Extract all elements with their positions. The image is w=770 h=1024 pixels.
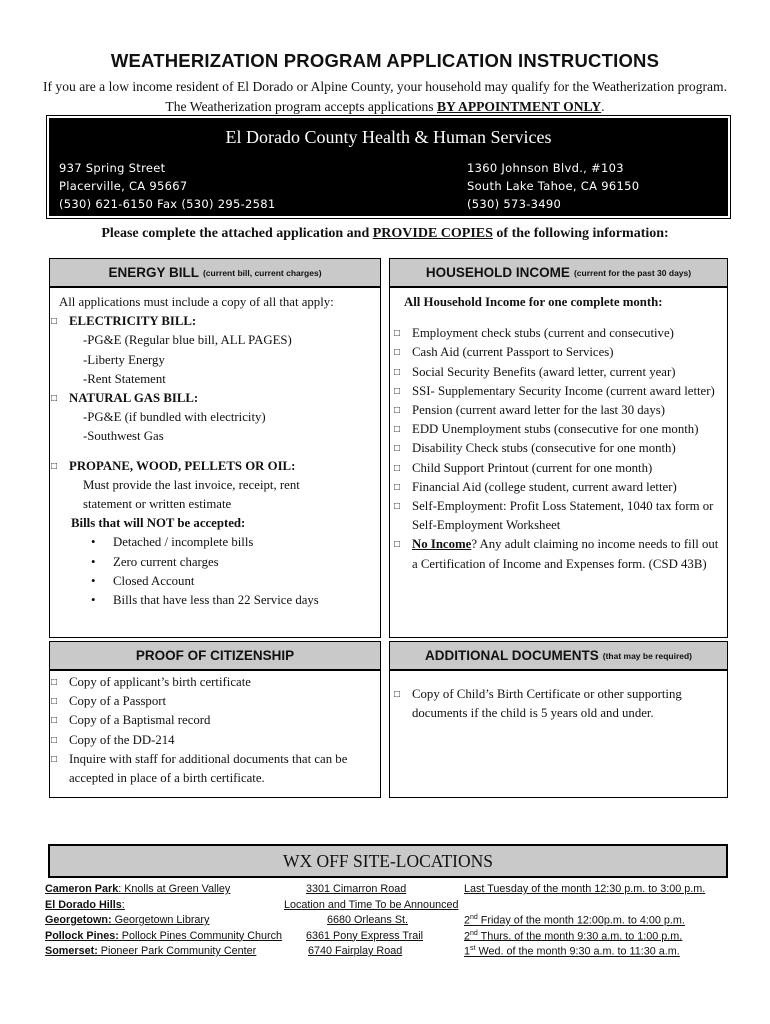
address-street: 937 Spring Street <box>59 161 166 175</box>
income-item <box>394 363 719 382</box>
no-income-item <box>394 535 719 573</box>
list-item: • Zero current charges <box>91 553 372 572</box>
location-place: Cameron Park <box>45 883 119 895</box>
provide-copies: PROVIDE COPIES <box>372 226 493 241</box>
location-schedule <box>464 914 685 927</box>
ordinal-suffix: nd <box>470 929 478 937</box>
wx-locations-title: WX OFF SITE-LOCATIONS <box>283 850 493 871</box>
citizenship-item <box>51 731 372 750</box>
location-place: Georgetown: <box>45 914 112 926</box>
propane-item <box>51 457 372 476</box>
list-item: • Bills that have less than 22 Service days <box>91 591 372 610</box>
location-schedule: Last Tuesday of the month 12:30 p.m. to 3:00 p.m. <box>464 883 706 895</box>
energy-bill-subheading: (current bill, current charges) <box>202 267 322 278</box>
location-site <box>45 945 256 957</box>
citizenship-panel <box>49 641 381 798</box>
checkbox-icon: □ <box>51 753 58 765</box>
checkbox-icon: □ <box>51 393 58 405</box>
checkbox-icon: □ <box>51 696 58 708</box>
placerville-address <box>59 159 276 213</box>
no-income-text: ? Any adult claiming no income needs to fill out a Certification of Income and Expenses form. (CSD 43B) <box>412 537 719 571</box>
citizenship-item <box>51 692 372 711</box>
ordinal-suffix: st <box>470 945 476 952</box>
south-lake-tahoe-address <box>467 159 639 213</box>
location-address: 6361 Pony Express Trail <box>306 929 424 942</box>
location-address: 6680 Orleans St. <box>327 914 409 926</box>
instructions-after: of the following information: <box>496 226 669 241</box>
instructions-line <box>0 226 770 242</box>
location-address: 6740 Fairplay Road <box>308 945 403 957</box>
location-site <box>45 930 282 942</box>
not-accepted-label: Bills that will NOT be accepted: <box>71 516 246 531</box>
citizenship-item <box>51 673 372 692</box>
list-item <box>0 945 770 961</box>
income-item-text: Financial Aid (college student, current award letter) <box>412 479 677 494</box>
additional-item-text: Copy of Child’s Birth Certificate or other supporting documents if the child is 5 years old and under. <box>412 687 682 721</box>
no-income-label: No Income <box>412 537 472 552</box>
checkbox-icon: □ <box>51 460 58 472</box>
not-accepted-list <box>51 533 372 610</box>
income-item-text: SSI- Supplementary Security Income (current award letter) <box>412 383 715 398</box>
income-item <box>394 497 719 535</box>
location-address: 3301 Cimarron Road <box>306 883 407 895</box>
checkbox-icon: □ <box>394 328 401 340</box>
income-item <box>394 324 719 343</box>
energy-bill-header <box>50 259 380 288</box>
citizenship-item-text: Copy of applicant’s birth certificate <box>69 675 251 689</box>
schedule-text: Wed. of the month 9:30 a.m. to 11:30 a.m. <box>475 945 680 958</box>
additional-documents-panel <box>389 641 728 798</box>
income-item-text: Disability Check stubs (consecutive for one month) <box>412 441 676 456</box>
electricity-label: ELECTRICITY BILL: <box>69 314 197 329</box>
electricity-option: -Liberty Energy <box>83 352 165 367</box>
income-item-text: Cash Aid (current Passport to Services) <box>412 345 614 360</box>
schedule-text: Thurs. of the month 9:30 a.m. to 1:00 p.m. <box>477 930 683 943</box>
list-item <box>0 899 770 915</box>
income-item-text: Employment check stubs (current and consecutive) <box>412 326 674 341</box>
checkbox-icon: □ <box>394 501 401 513</box>
citizenship-item-text: Inquire with staff for additional documents that can be accepted in place of a birth certificate. <box>69 751 348 786</box>
checkbox-icon: □ <box>394 539 401 551</box>
page-title: WEATHERIZATION PROGRAM APPLICATION INSTRUCTIONS <box>110 50 660 71</box>
income-item <box>394 401 719 420</box>
ordinal: 2 <box>464 930 471 943</box>
location-place: Pollock Pines: <box>45 929 119 942</box>
checkbox-icon: □ <box>51 316 58 328</box>
list-item <box>0 914 770 930</box>
office-name: El Dorado County Health & Human Services <box>225 127 552 147</box>
household-income-subheading: (current for the past 30 days) <box>573 267 692 278</box>
gas-option: -Southwest Gas <box>83 429 164 444</box>
citizenship-item-text: Copy of the DD-214 <box>69 732 175 747</box>
checkbox-icon: □ <box>394 366 401 378</box>
intro-text: If you are a low income resident of El Dorado or Alpine County, your household may qualify for the Weatherization program. The Weatherization program accepts applications BY APPOINTMENT ONLY. <box>42 79 728 114</box>
address-city: Placerville, CA 95667 <box>59 179 188 193</box>
household-income-panel <box>389 258 728 638</box>
ordinal: 1 <box>464 945 471 958</box>
intro-body: If you are a low income resident of El Dorado or Alpine County, your household may qualify for the Weatherization program. The Weatherization program accepts applications <box>42 79 728 114</box>
citizenship-item <box>51 750 372 788</box>
list-item <box>0 930 770 946</box>
checkbox-icon: □ <box>394 424 401 436</box>
location-site-name: : Knolls at Green Valley <box>118 883 231 895</box>
income-item-text: Child Support Printout (current for one month) <box>412 460 653 475</box>
income-intro: All Household Income for one complete month: <box>404 295 663 309</box>
gas-option: -PG&E (if bundled with electricity) <box>83 410 266 425</box>
list-item <box>0 883 770 899</box>
income-item <box>394 343 719 362</box>
electricity-item <box>51 312 372 331</box>
income-item-text: Pension (current award letter for the last 30 days) <box>412 403 666 418</box>
instructions-before: Please complete the attached application and <box>101 226 370 241</box>
income-item <box>394 382 719 401</box>
location-site-name: Pioneer Park Community Center <box>97 945 257 957</box>
office-info-box <box>49 118 728 216</box>
income-item <box>394 439 719 458</box>
energy-bill-heading: ENERGY BILL <box>108 265 199 280</box>
checkbox-icon: □ <box>394 462 401 474</box>
citizenship-item <box>51 711 372 730</box>
additional-item <box>394 685 719 723</box>
propane-label: PROPANE, WOOD, PELLETS OR OIL: <box>69 458 296 473</box>
checkbox-icon: □ <box>51 734 58 746</box>
citizenship-item-text: Copy of a Baptismal record <box>69 713 211 728</box>
income-item-text: EDD Unemployment stubs (consecutive for one month) <box>412 422 699 437</box>
income-item-text: Self-Employment: Profit Loss Statement, 1040 tax form or Self-Employment Worksheet <box>412 499 714 533</box>
household-income-header <box>390 259 727 288</box>
checkbox-icon: □ <box>394 689 401 700</box>
checkbox-icon: □ <box>394 481 401 493</box>
household-income-heading: HOUSEHOLD INCOME <box>425 265 570 280</box>
location-schedule <box>464 930 682 943</box>
ordinal-suffix: nd <box>470 914 478 921</box>
checkbox-icon: □ <box>51 677 58 688</box>
income-item-text: Social Security Benefits (award letter, current year) <box>412 364 676 379</box>
energy-intro: All applications must include a copy of all that apply: <box>59 295 334 309</box>
list-item: • Closed Account <box>91 572 372 591</box>
appointment-only: BY APPOINTMENT ONLY <box>436 99 602 114</box>
citizenship-header <box>50 642 380 671</box>
location-site <box>45 883 230 895</box>
location-site <box>45 899 125 911</box>
address-city: South Lake Tahoe, CA 96150 <box>467 179 640 193</box>
location-site <box>45 914 209 926</box>
location-address: Location and Time To be Announced <box>284 898 459 911</box>
additional-documents-header <box>390 642 727 671</box>
checkbox-icon: □ <box>394 347 401 359</box>
location-place: El Dorado Hills <box>45 898 122 911</box>
wx-locations-header <box>48 844 728 878</box>
address-phone: (530) 621-6150 Fax (530) 295-2581 <box>59 197 276 211</box>
checkbox-icon: □ <box>51 715 58 727</box>
citizenship-item-text: Copy of a Passport <box>69 694 167 709</box>
energy-bill-panel <box>49 258 381 638</box>
location-site-name: : <box>121 898 125 911</box>
checkbox-icon: □ <box>394 443 401 455</box>
address-phone: (530) 573-3490 <box>467 197 562 211</box>
income-item <box>394 420 719 439</box>
additional-documents-subheading: (that may be required) <box>602 650 693 661</box>
location-site-name: Georgetown Library <box>111 914 210 926</box>
checkbox-icon: □ <box>394 405 401 417</box>
electricity-option: -Rent Statement <box>83 371 166 386</box>
checkbox-icon: □ <box>394 385 401 397</box>
address-street: 1360 Johnson Blvd., #103 <box>467 161 624 175</box>
list-item: • Detached / incomplete bills <box>91 533 372 552</box>
location-place: Somerset: <box>45 945 98 957</box>
location-schedule <box>464 945 680 958</box>
propane-text: Must provide the last invoice, receipt, rent statement or written estimate <box>83 477 300 512</box>
location-site-name: Pollock Pines Community Church <box>118 929 283 942</box>
citizenship-heading: PROOF OF CITIZENSHIP <box>135 648 295 663</box>
income-item <box>394 459 719 478</box>
schedule-text: Friday of the month 12:00p.m. to 4:00 p.m. <box>477 914 685 927</box>
locations-list <box>0 883 770 961</box>
electricity-option: -PG&E (Regular blue bill, ALL PAGES) <box>83 333 292 348</box>
gas-item <box>51 389 372 408</box>
gas-label: NATURAL GAS BILL: <box>69 391 199 406</box>
ordinal: 2 <box>464 914 471 927</box>
additional-documents-heading: ADDITIONAL DOCUMENTS <box>424 648 599 663</box>
income-item <box>394 478 719 497</box>
